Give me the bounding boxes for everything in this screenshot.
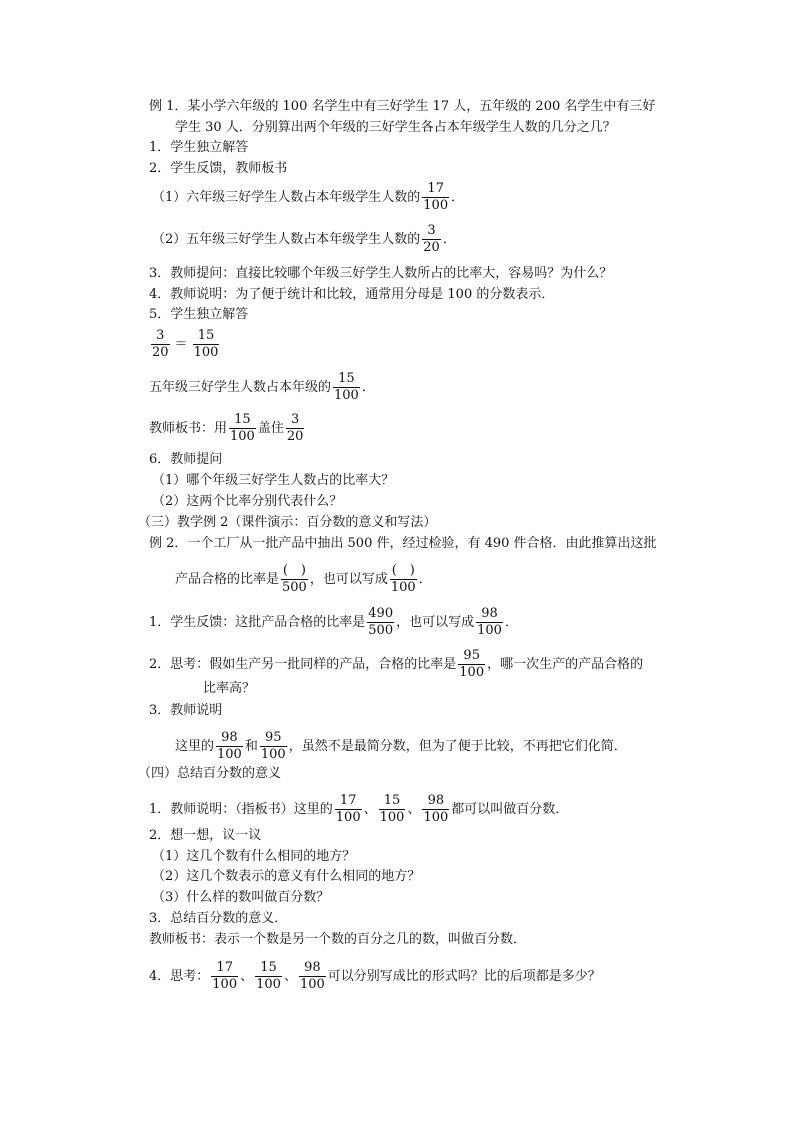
fraction: $\frac{17}{100}$	[423, 181, 449, 213]
step-1-4: 4．教师说明：为了便于统计和比较，通常用分母是 100 的分数表示．	[149, 287, 555, 302]
fraction: $\frac{98}{100}$	[299, 960, 325, 992]
step-1-6: 6．教师提问	[149, 452, 223, 467]
summary-step2a: （1）这几个数有什么相同的地方？	[152, 849, 356, 864]
example2-step2: 2．思考：假如生产另一批同样的产品，合格的比率是 $\frac{95}{100}$ ，哪一次生产的产品合格的	[149, 648, 644, 680]
fraction: $\frac{3}{20}$	[152, 328, 169, 360]
step-1-5: 5．学生独立解答	[149, 307, 249, 322]
step-1-6b: （2）这两个比率分别代表什么？	[152, 494, 343, 509]
fraction: $\frac{98}{100}$	[423, 793, 449, 825]
section-4-heading: （四）总结百分数的意义	[138, 766, 282, 781]
example1-line2: 学生 30 人．分别算出两个年级的三好学生各占本年级学生人数的几分之几？	[175, 120, 616, 135]
example2-step2-line2: 比率高？	[203, 681, 256, 696]
example2-line1: 例 2．一个工厂从一批产品中抽出 500 件，经过检验，有 490 件合格．由此推算出这批	[149, 536, 657, 551]
step-1-2b-text: （2）五年级三好学生人数占本年级学生人数的	[152, 232, 421, 247]
fraction-blank: $\frac{( )}{500}$	[282, 563, 307, 595]
example2-step1: 1．学生反馈：这批产品合格的比率是 $\frac{490}{500}$ ，也可以写成 $\frac{98}{100}$ ．	[149, 606, 518, 638]
fraction-blank: $\frac{( )}{100}$	[390, 563, 416, 595]
step-1-6a: （1）哪个年级三好学生人数占的比率大？	[152, 473, 395, 488]
fraction: $\frac{15}{100}$	[193, 328, 219, 360]
summary-step4: 4．思考： $\frac{17}{100}$ 、 $\frac{15}{100}$ 、 $\frac{98}{100}$ 可以分别写成比的形式吗？比的后项都是多少？	[149, 960, 601, 992]
step-1-2a: （1）六年级三好学生人数占本年级学生人数的 $\frac{17}{100}$ ．	[152, 181, 465, 213]
fraction: $\frac{17}{100}$	[212, 960, 238, 992]
section-3-heading: （三）教学例 2（课件演示：百分数的意义和写法）	[138, 515, 437, 530]
step-1-3: 3．教师提问：直接比较哪个年级三好学生人数所占的比率大，容易吗？为什么？	[149, 266, 613, 281]
example2-step3: 3．教师说明	[149, 703, 223, 718]
step-1-1: 1．学生独立解答	[149, 140, 249, 155]
summary-step1: 1．教师说明：（指板书）这里的 $\frac{17}{100}$ 、 $\frac{15}{100}$ 、 $\frac{98}{100}$ 都可以叫做百分数．	[149, 793, 569, 825]
fraction: $\frac{3}{20}$	[286, 412, 304, 444]
fraction: $\frac{15}{100}$	[230, 412, 255, 444]
step-1-2a-text: （1）六年级三好学生人数占本年级学生人数的	[152, 190, 421, 205]
fraction: $\frac{15}{100}$	[256, 960, 281, 992]
board-note-1: 教师板书：用 $\frac{15}{100}$ 盖住 $\frac{3}{20}$	[149, 412, 304, 444]
step-1-2: 2．学生反馈，教师板书	[149, 161, 288, 176]
fraction: $\frac{3}{20}$	[423, 223, 440, 255]
fraction: $\frac{15}{100}$	[379, 793, 405, 825]
fraction: $\frac{98}{100}$	[217, 730, 242, 762]
summary-step3: 3．总结百分数的意义．	[149, 911, 288, 926]
fraction: $\frac{95}{100}$	[260, 730, 286, 762]
fraction: $\frac{98}{100}$	[477, 606, 502, 638]
fraction: $\frac{15}{100}$	[334, 371, 359, 403]
summary-step2c: （3）什么样的数叫做百分数？	[152, 890, 330, 905]
board-note-2: 教师板书：表示一个数是另一个数的百分之几的数，叫做百分数．	[149, 932, 527, 947]
step-1-2b: （2）五年级三好学生人数占本年级学生人数的 $\frac{3}{20}$ ．	[152, 223, 456, 255]
example2-step3-explanation: 这里的 $\frac{98}{100}$ 和 $\frac{95}{100}$ ，虽然不是最简分数，但为了便于比较，不再把它们化简．	[175, 730, 627, 762]
equation-3-20-eq-15-100: $\frac{3}{20}$ ＝ $\frac{15}{100}$	[152, 328, 219, 360]
example1-line1: 例 1．某小学六年级的 100 名学生中有三好学生 17 人，五年级的 200 名学生中有三好	[149, 99, 656, 114]
summary-step2b: （2）这几个数表示的意义有什么相同的地方？	[152, 869, 421, 884]
grade5-ratio: 五年级三好学生人数占本年级的 $\frac{15}{100}$ ．	[149, 371, 375, 403]
fraction: $\frac{17}{100}$	[335, 793, 361, 825]
fraction: $\frac{490}{500}$	[368, 606, 394, 638]
example2-line2: 产品合格的比率是 $\frac{( )}{500}$ ，也可以写成 $\frac{( )}{100}$ ．	[175, 563, 432, 595]
fraction: $\frac{95}{100}$	[459, 648, 485, 680]
summary-step2: 2．想一想，议一议	[149, 828, 262, 843]
